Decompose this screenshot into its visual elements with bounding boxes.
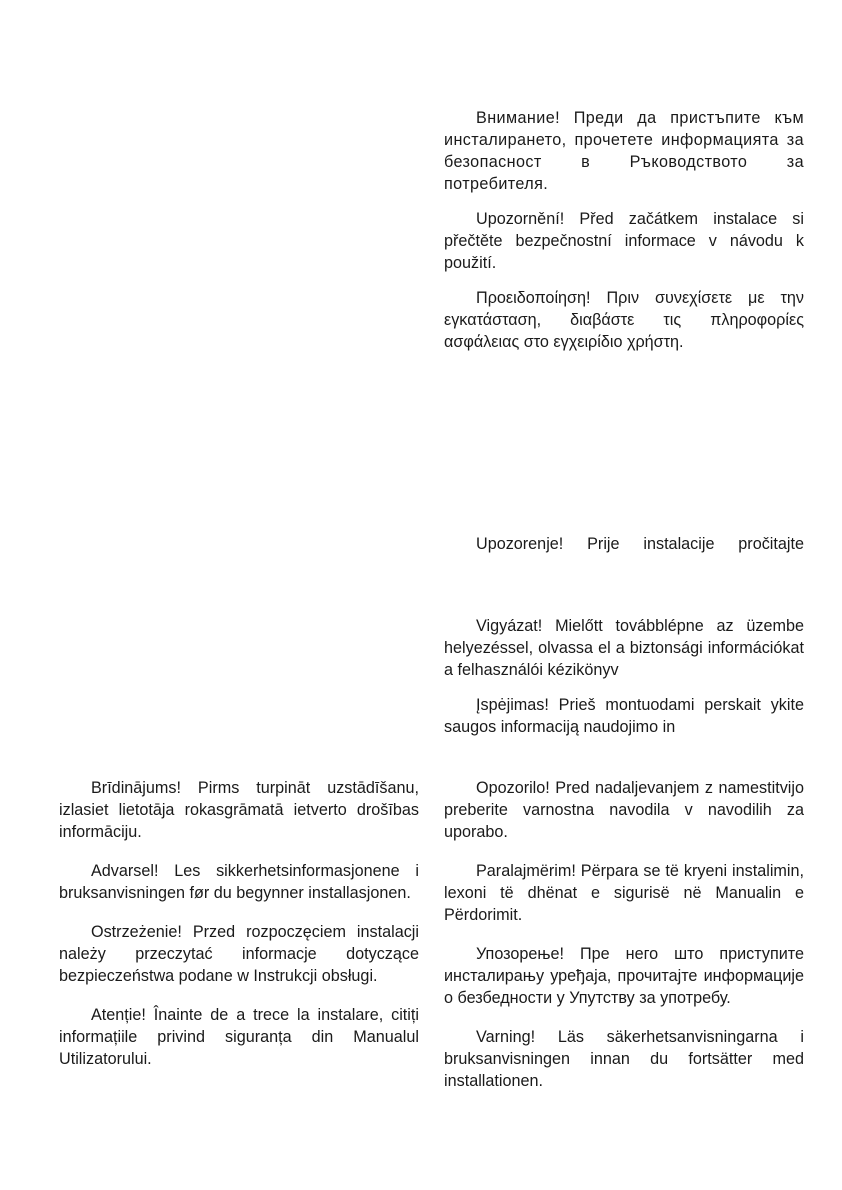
warning-albanian: Paralajmërim! Përpara se të kryeni instalimin, lexoni të dhënat e sigurisë në Manualin e Përdorimit. [444, 862, 804, 924]
right-column-middle-single [444, 533, 804, 568]
warning-greek: Προειδοποίηση! Πριν συνεχίσετε με την εγκατάσταση, διαβάστε τις πληροφορίες ασφάλειας στο εγχειρίδιο χρήστη. [444, 289, 804, 351]
warning-slovenian: Opozorilo! Pred nadaljevanjem z namestitvijo preberite varnostna navodila v navodilih za uporabo. [444, 779, 804, 841]
warning-swedish: Varning! Läs säkerhetsanvisningarna i bruksanvisningen innan du fortsätter med installationen. [444, 1028, 804, 1090]
warning-norwegian: Advarsel! Les sikkerhetsinformasjonene i bruksanvisningen før du begynner installasjonen. [59, 862, 419, 902]
left-column-bottom [59, 777, 419, 1087]
right-column-top [444, 107, 804, 366]
right-column-middle [444, 615, 804, 751]
warning-polish: Ostrzeżenie! Przed rozpoczęciem instalacji należy przeczytać informacje dotyczące bezpieczeństwa podane w Instrukcji obsługi. [59, 923, 419, 985]
warning-romanian: Atenție! Înainte de a trece la instalare, citiți informațiile privind siguranța din Manualul Utilizatorului. [59, 1006, 419, 1068]
right-column-bottom [444, 777, 804, 1109]
warning-latvian: Brīdinājums! Pirms turpināt uzstādīšanu, izlasiet lietotāja rokasgrāmatā ietverto drošības informāciju. [59, 779, 419, 841]
warning-croatian: Upozorenje! Prije instalacije pročitajte [476, 535, 804, 553]
warning-lithuanian: Įspėjimas! Prieš montuodami perskait ykite saugos informaciją naudojimo in [444, 696, 804, 736]
warning-serbian: Упозорење! Пре него што приступите инсталирању уређаја, прочитајте информације о безбедности у Упутству за употребу. [444, 945, 804, 1007]
warning-czech: Upozornění! Před začátkem instalace si přečtěte bezpečnostní informace v návodu k použití. [444, 210, 804, 272]
warning-bulgarian: Внимание! Преди да пристъпите към инсталирането, прочетете информацията за безопасност в Ръководството за потребителя. [444, 109, 804, 193]
warning-hungarian: Vigyázat! Mielőtt továbblépne az üzembe helyezéssel, olvassa el a biztonsági információkat a felhasználói kézikönyv [444, 617, 804, 679]
